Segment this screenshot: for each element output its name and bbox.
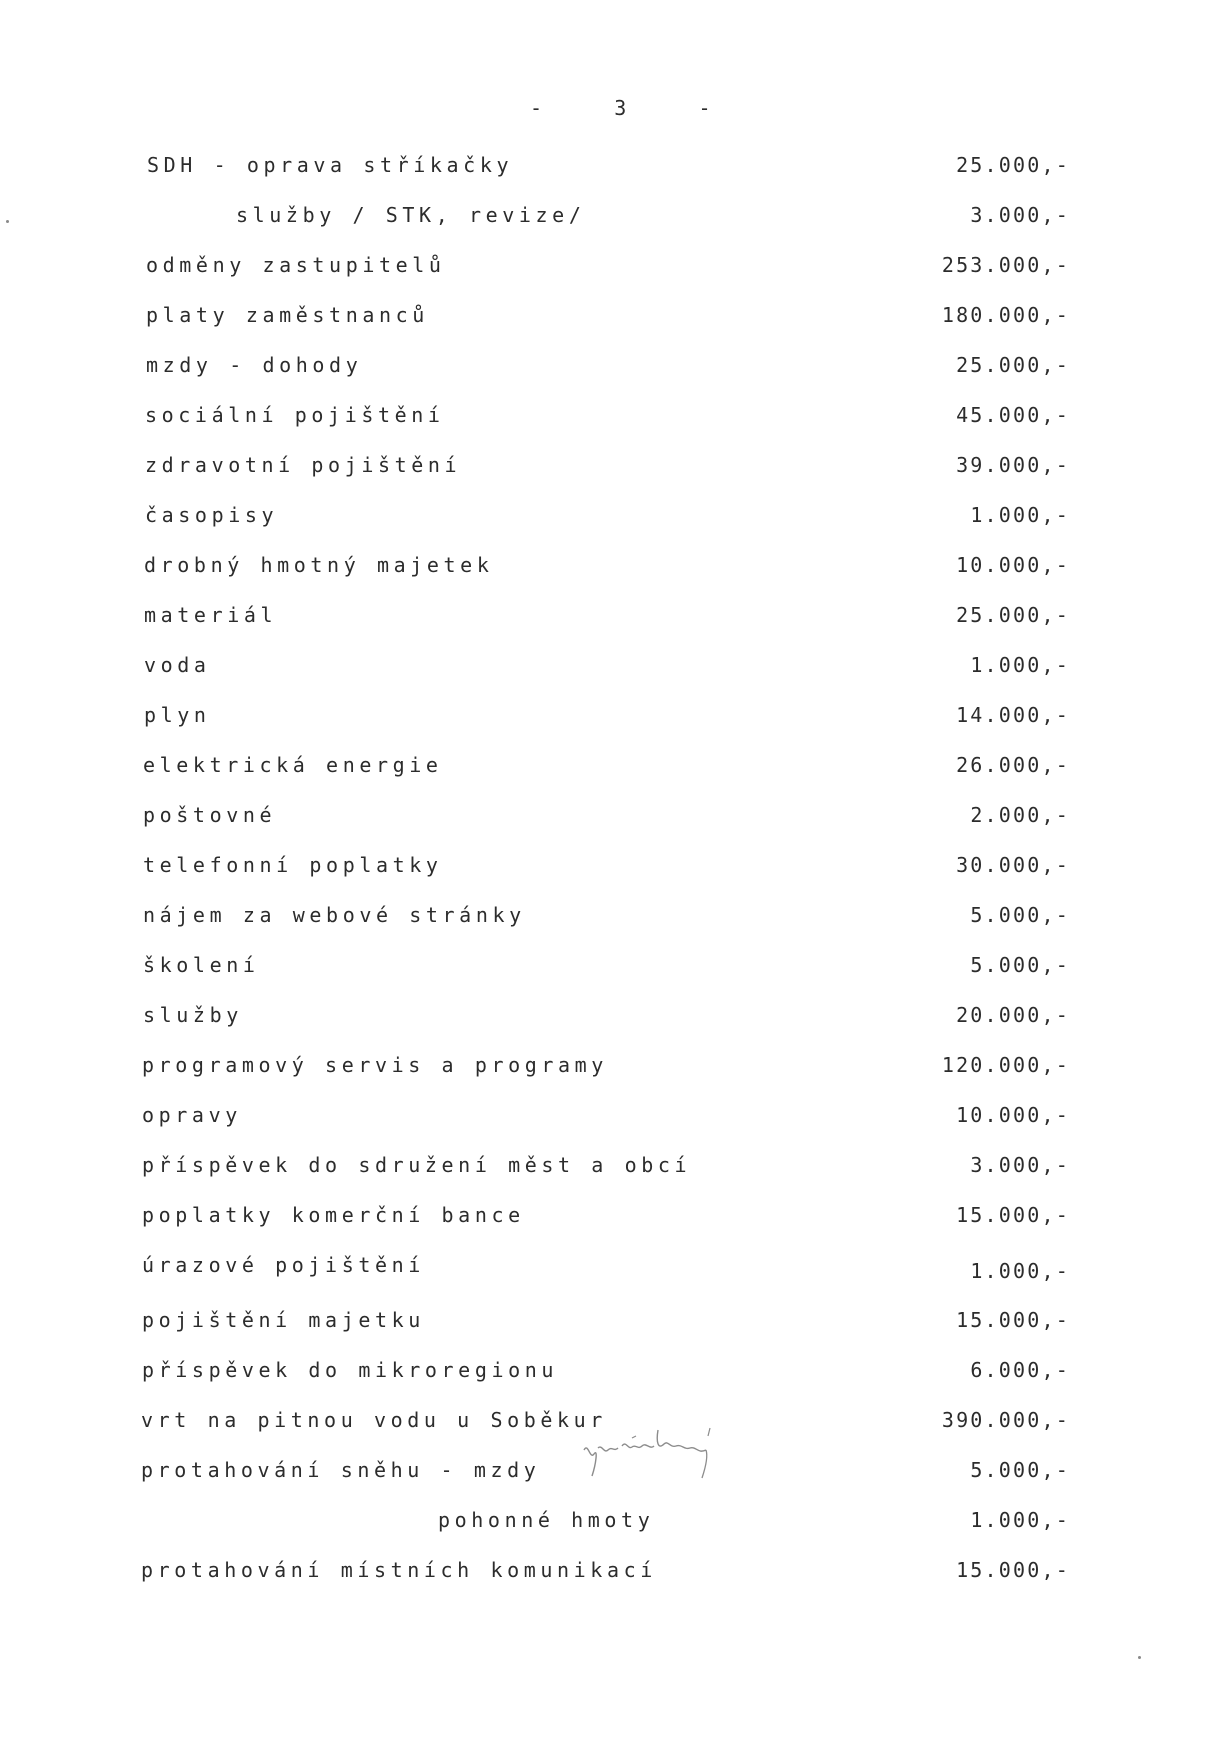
budget-item-label: poštovné: [143, 803, 277, 827]
budget-item-label: plyn: [144, 703, 211, 727]
budget-item-row: [0, 1505, 1230, 1535]
budget-item-amount: 180.000,-: [941, 303, 1070, 327]
budget-item-row: [0, 1355, 1230, 1385]
budget-item-row: [0, 1200, 1230, 1230]
budget-item-row: [0, 1250, 1230, 1283]
budget-item-label: příspěvek do mikroregionu: [142, 1358, 559, 1382]
budget-item-label: úrazové pojištění: [142, 1253, 425, 1277]
budget-item-row: [0, 1100, 1230, 1130]
budget-item-row: [0, 250, 1230, 280]
budget-item-row: [0, 1150, 1230, 1180]
budget-item-label: elektrická energie: [143, 753, 443, 777]
budget-item-row: [0, 450, 1230, 480]
budget-item-row: [0, 200, 1230, 230]
budget-item-label: poplatky komerční bance: [142, 1203, 525, 1227]
budget-item-amount: 15.000,-: [956, 1203, 1070, 1227]
budget-item-row: [0, 350, 1230, 380]
budget-item-amount: 14.000,-: [956, 703, 1070, 727]
budget-item-label: sociální pojištění: [145, 403, 445, 427]
scan-speck: [6, 220, 9, 223]
budget-item-label: zdravotní pojištění: [145, 453, 462, 477]
budget-item-amount: 2.000,-: [970, 803, 1070, 827]
budget-item-label: drobný hmotný majetek: [144, 553, 494, 577]
budget-item-amount: 3.000,-: [970, 1153, 1070, 1177]
budget-item-row: [0, 650, 1230, 680]
budget-item-label: časopisy: [145, 503, 279, 527]
budget-item-amount: 3.000,-: [970, 203, 1070, 227]
budget-item-label: pojištění majetku: [142, 1308, 425, 1332]
budget-item-label: služby / STK, revize/: [236, 203, 586, 227]
budget-item-label: příspěvek do sdružení měst a obcí: [142, 1153, 692, 1177]
budget-item-amount: 20.000,-: [956, 1003, 1070, 1027]
budget-item-label: telefonní poplatky: [143, 853, 443, 877]
budget-item-label: pohonné hmoty: [438, 1508, 655, 1532]
budget-item-label: programový servis a programy: [142, 1053, 608, 1077]
budget-item-row: [0, 550, 1230, 580]
budget-item-row: [0, 600, 1230, 630]
budget-item-row: [0, 1000, 1230, 1030]
budget-item-amount: 26.000,-: [956, 753, 1070, 777]
handwritten-annotation: [580, 1420, 740, 1490]
budget-item-row: [0, 300, 1230, 330]
budget-item-row: [0, 850, 1230, 880]
budget-item-row: [0, 800, 1230, 830]
budget-item-label: služby: [143, 1003, 243, 1027]
budget-item-label: protahování místních komunikací: [141, 1558, 657, 1582]
budget-item-label: vrt na pitnou vodu u Soběkur: [141, 1408, 607, 1432]
budget-item-amount: 45.000,-: [956, 403, 1070, 427]
budget-item-row: [0, 950, 1230, 980]
budget-item-amount: 5.000,-: [970, 903, 1070, 927]
budget-item-label: opravy: [142, 1103, 242, 1127]
budget-item-row: [0, 1050, 1230, 1080]
budget-item-label: platy zaměstnanců: [146, 303, 429, 327]
budget-item-amount: 15.000,-: [956, 1558, 1070, 1582]
budget-item-amount: 1.000,-: [970, 503, 1070, 527]
budget-item-amount: 1.000,-: [970, 1259, 1070, 1283]
budget-item-label: protahování sněhu - mzdy: [141, 1458, 541, 1482]
budget-item-label: odměny zastupitelů: [146, 253, 446, 277]
budget-item-row: [0, 1305, 1230, 1335]
budget-item-row: [0, 150, 1230, 180]
budget-item-amount: 25.000,-: [956, 153, 1070, 177]
scan-speck: [1138, 1656, 1141, 1659]
budget-item-label: mzdy - dohody: [146, 353, 363, 377]
budget-item-label: voda: [144, 653, 211, 677]
budget-item-amount: 15.000,-: [956, 1308, 1070, 1332]
budget-item-amount: 253.000,-: [941, 253, 1070, 277]
budget-item-amount: 1.000,-: [970, 1508, 1070, 1532]
budget-item-label: nájem za webové stránky: [143, 903, 526, 927]
budget-item-amount: 5.000,-: [970, 1458, 1070, 1482]
budget-item-amount: 5.000,-: [970, 953, 1070, 977]
budget-item-amount: 10.000,-: [956, 1103, 1070, 1127]
budget-item-row: [0, 400, 1230, 430]
budget-item-amount: 120.000,-: [941, 1053, 1070, 1077]
budget-item-row: [0, 700, 1230, 730]
budget-item-row: [0, 1555, 1230, 1585]
budget-item-amount: 10.000,-: [956, 553, 1070, 577]
budget-item-amount: 6.000,-: [970, 1358, 1070, 1382]
budget-item-amount: 390.000,-: [941, 1408, 1070, 1432]
budget-item-row: [0, 750, 1230, 780]
budget-item-amount: 25.000,-: [956, 353, 1070, 377]
budget-item-amount: 30.000,-: [956, 853, 1070, 877]
budget-item-row: [0, 500, 1230, 530]
budget-item-label: SDH - oprava stříkačky: [147, 153, 514, 177]
budget-item-amount: 25.000,-: [956, 603, 1070, 627]
budget-item-amount: 1.000,-: [970, 653, 1070, 677]
budget-item-amount: 39.000,-: [956, 453, 1070, 477]
page-number: - 3 -: [530, 96, 713, 120]
budget-item-label: školení: [143, 953, 260, 977]
budget-item-label: materiál: [144, 603, 278, 627]
budget-item-row: [0, 900, 1230, 930]
